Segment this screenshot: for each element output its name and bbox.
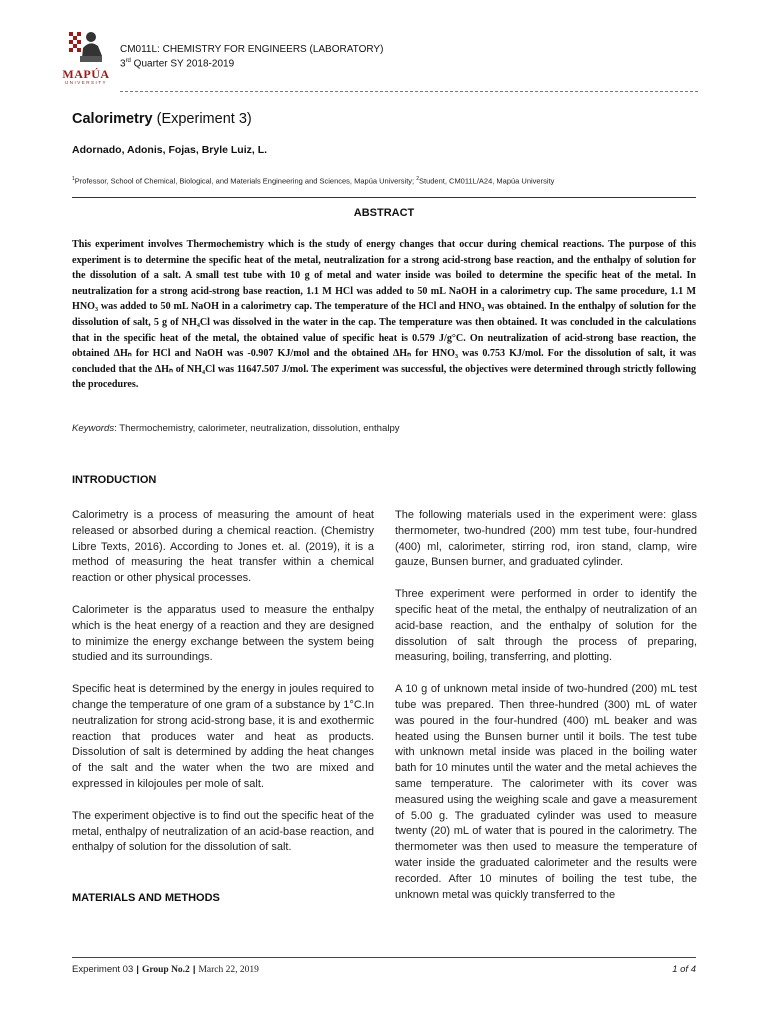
affil-text-2: Student, CM011L/A24, Mapúa University (419, 176, 555, 186)
intro-paragraph-4: The experiment objective is to find out the specific heat of the metal, enthalpy of neutralization of an acid-base reaction, and enthalpy of solution for the dissolution of salt. (72, 809, 374, 854)
intro-paragraph-2: Calorimeter is the apparatus used to measure the enthalpy which is the heat energy of a reaction and they are designed to minimize the energy exchange between the system being studied and its surroundings. (72, 603, 374, 664)
footer-experiment: Experiment 03 (72, 964, 134, 975)
methods-paragraph-1: The following materials used in the experiment were: glass thermometer, two-hundred (200) mm test tube, four-hundred (400) ml, calorimeter, stirring rod, iron stand, clamp, wire gauze, Bunsen burner, and graduated cylinder. (395, 509, 697, 569)
keywords-line (72, 423, 400, 434)
quarter-text: Quarter SY 2018-2019 (130, 58, 235, 70)
paper-title (72, 111, 252, 127)
right-column (395, 508, 697, 903)
keywords-label: Keywords (72, 423, 115, 434)
footer-group: Group No.2 (141, 965, 190, 975)
quarter-number: 3 (120, 58, 126, 70)
header-divider (120, 91, 698, 92)
materials-heading: MATERIALS AND METHODS (72, 892, 220, 904)
affiliation-divider (72, 197, 696, 198)
footer-separator: | (136, 964, 139, 975)
paper-title-main: Calorimetry (72, 111, 153, 127)
author-list: Adornado, Adonis, Fojas, Bryle Luiz, L. (72, 144, 268, 156)
keywords-text: : Thermochemistry, calorimeter, neutralization, dissolution, enthalpy (114, 423, 400, 434)
course-title: CM011L: CHEMISTRY FOR ENGINEERS (LABORATORY) (120, 44, 384, 55)
footer-info (72, 964, 259, 975)
page-number: 1 of 4 (672, 964, 696, 975)
affil-sup-1: 1 (72, 176, 75, 182)
abstract-text: This experiment involves Thermochemistry which is the study of energy changes that occur during chemical reactions. The purpose of this experiment is to determine the specific heat of the metal, neutralization for a strong acid-strong base reaction, and the enthalpy of solution for the dissolution of a salt. A small test tube with 10 g of metal and water inside was boiled to determine the specific heat of the metal. In neutralization for a strong acid-strong base reaction, 1.1 M HCl was added to 50 mL NaOH in a calorimetry cup. The same procedure, 1.1 M HNO₃ was added to 50 mL NaOH in a calorimetry cap. The temperature of the HCl and HNO₃ was obtained. In the enthalpy of solution for the dissolution of salt, 5 g of NH₄Cl was dissolved in the water in the cap. The temperature was then obtained. It was concluded in the calculations that in the specific heat of the metal, the obtained value of specific heat is 0.579 J/g°C. On neutralization of acid-strong base reaction, the obtained ΔHₙ for HCl and NaOH was -0.907 KJ/mol and the obtained ΔHₙ for HNO₃ was 0.753 KJ/mol. For the dissolution of salt, it was concluded that the ΔHₙ of NH₄Cl was 11647.507 J/mol. The experiment was successful, the objectives were determined through strictly following the procedures. (72, 239, 696, 391)
logo-wordmark: MAPÚA (62, 67, 110, 81)
affil-text-1: Professor, School of Chemical, Biological, and Materials Engineering and Sciences, Mapúa University; (74, 176, 417, 186)
affiliations (72, 176, 554, 186)
logo-subtext: UNIVERSITY (64, 80, 107, 85)
university-seal-icon (68, 26, 104, 66)
intro-paragraph-1: Calorimetry is a process of measuring the amount of heat released or absorbed during a chemical reaction. (Chemistry Libre Texts, 2016). According to Jones et. al. (2019), it is a method of measuring the heat transfer within a chemical reaction or other physical processes. (72, 509, 374, 585)
introduction-heading: INTRODUCTION (72, 474, 157, 486)
paper-title-sub: (Experiment 3) (152, 111, 252, 127)
abstract-heading: ABSTRACT (353, 207, 415, 219)
footer-divider (72, 957, 696, 958)
affil-sup-2: 2 (416, 176, 419, 182)
methods-paragraph-3: A 10 g of unknown metal inside of two-hundred (200) mL test tube was prepared. Then three-hundred (300) mL of water was poured in the four-hundred (400) mL beaker and was heated using the Bunsen burner until it boils. The test tube with unknown metal inside was placed in the boiling water bath for 10 minutes until the water and the metal achieves the same temperature. The calorimeter with its cover was measured using the weighing scale and gave a measurement of 5.00 g. The graduated cylinder was used to measure twenty (20) mL of water that is poured in the calorimetry. The thermometer was then used to measure the temperature of water inside the graduated calorimeter and the results were recorded. After 10 minutes of boiling the test tube, the unknown metal was quickly transferred to the (395, 683, 697, 901)
quarter-line (120, 58, 234, 69)
intro-paragraph-3: Specific heat is determined by the energy in joules required to change the temperature of one gram of a substance by 1°C.In neutralization for strong acid-strong base, it is and exothermic reaction that produces water and heat as products. Dissolution of salt is determined by adding the heat changes of the salt and the water when the two are mixed and expressed in kilojoules per mole of salt. (72, 683, 374, 790)
university-logo (60, 26, 112, 88)
left-column (72, 508, 374, 872)
methods-paragraph-2: Three experiment were performed in order to identify the specific heat of the metal, the enthalpy of neutralization of an acid-base reaction, and the enthalpy of solution for the dissolution of salt through the process of preparing, measuring, boiling, transferring, and plotting. (395, 588, 697, 664)
footer-date: March 22, 2019 (198, 965, 259, 975)
footer-separator: | (192, 964, 196, 975)
quarter-ordinal: rd (125, 58, 131, 64)
